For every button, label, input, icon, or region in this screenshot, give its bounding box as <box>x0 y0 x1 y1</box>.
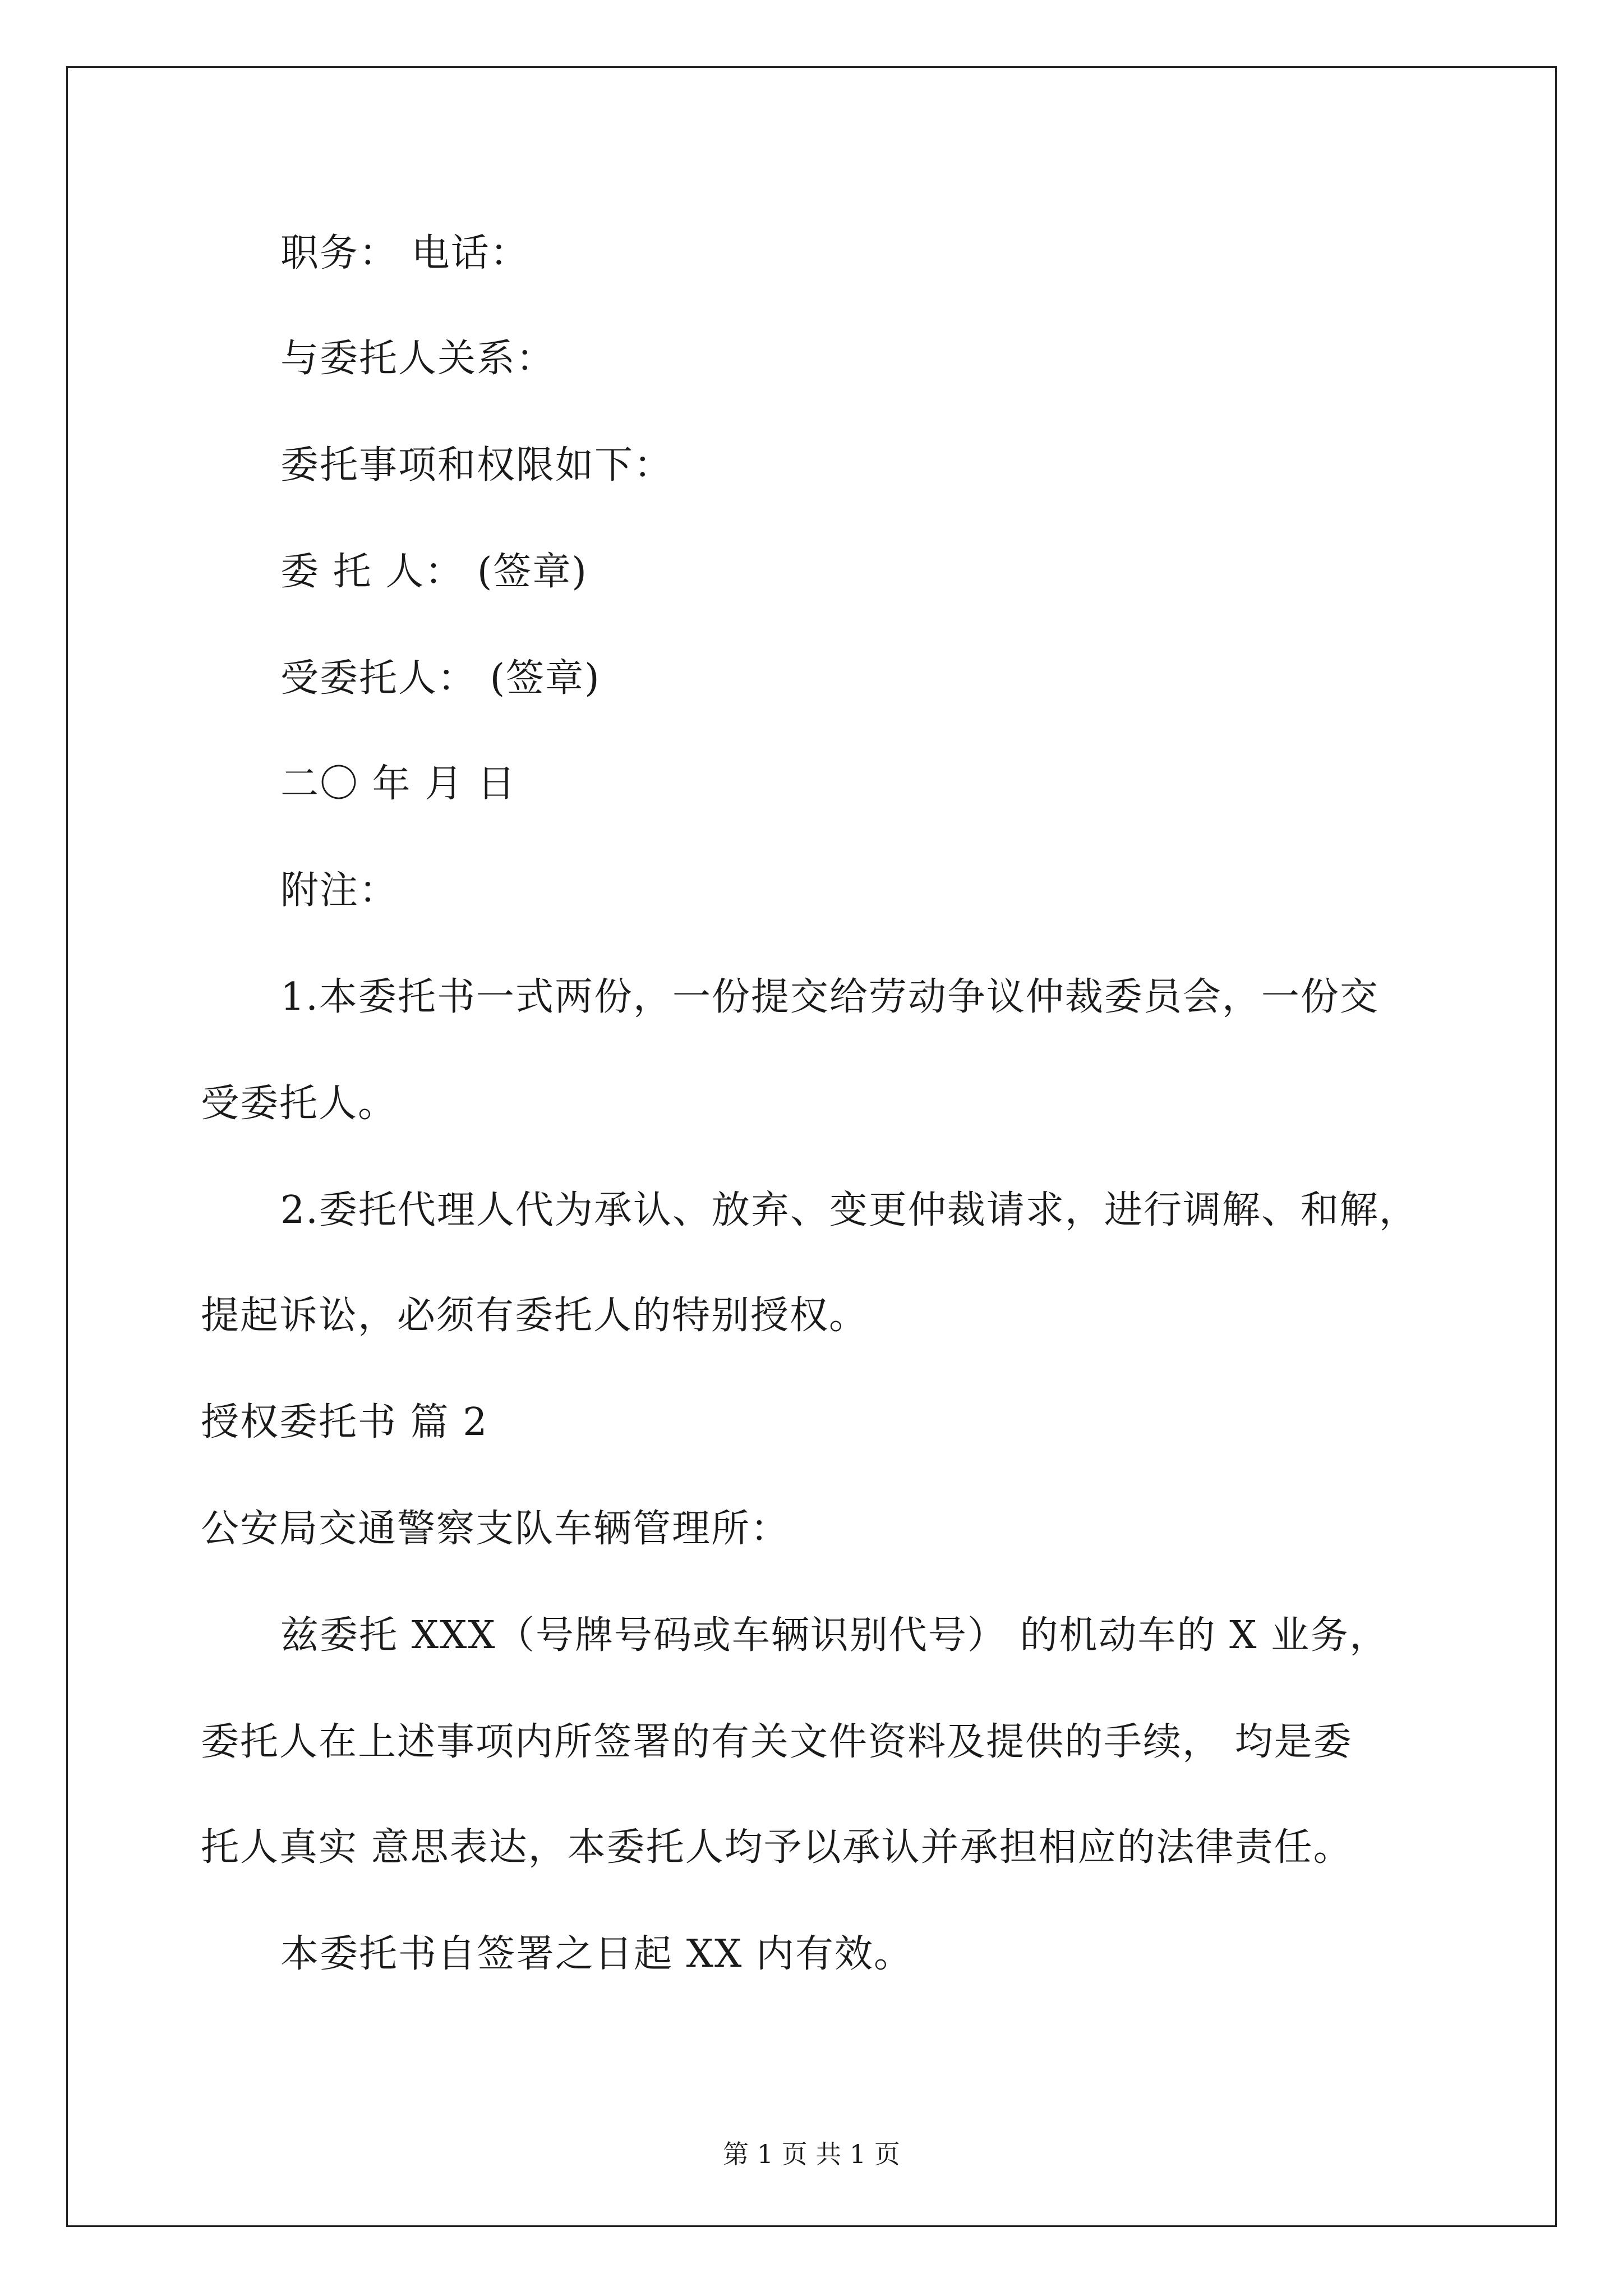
note-1-line-1: 1.本委托书一式两份，一份提交给劳动争议仲裁委员会，一份交 <box>280 975 1379 1019</box>
agent-signature-line: 受委托人： (签章) <box>280 656 601 701</box>
date-line: 二〇 年 月 日 <box>280 762 517 806</box>
relationship-line: 与委托人关系： <box>280 337 556 381</box>
matters-line: 委托事项和权限如下： <box>280 443 674 487</box>
principal-signature-line: 委 托 人： (签章) <box>280 550 588 594</box>
note-2-line-1: 2.委托代理人代为承认、放弃、变更仲裁请求，进行调解、和解， <box>280 1188 1418 1232</box>
notes-heading: 附注： <box>280 868 399 913</box>
note-2-line-2: 提起诉讼，必须有委托人的特别授权。 <box>201 1294 869 1338</box>
body-line-3: 托人真实 意思表达，本委托人均予以承认并承担相应的法律责任。 <box>201 1825 1353 1870</box>
page-border <box>66 66 1557 2227</box>
body-line-2: 委托人在上述事项内所签署的有关文件资料及提供的手续， 均是委 <box>201 1720 1353 1764</box>
validity-line: 本委托书自签署之日起 XX 内有效。 <box>280 1932 914 1976</box>
position-phone-line: 职务： 电话： <box>280 231 529 275</box>
note-1-line-2: 受委托人。 <box>201 1082 398 1126</box>
section-title: 授权委托书 篇 2 <box>201 1400 488 1444</box>
body-line-1: 兹委托 XXX（号牌号码或车辆识别代号） 的机动车的 X 业务， <box>280 1613 1389 1658</box>
addressee-line: 公安局交通警察支队车辆管理所： <box>201 1507 790 1551</box>
page-number-footer: 第 1 页 共 1 页 <box>723 2139 900 2169</box>
